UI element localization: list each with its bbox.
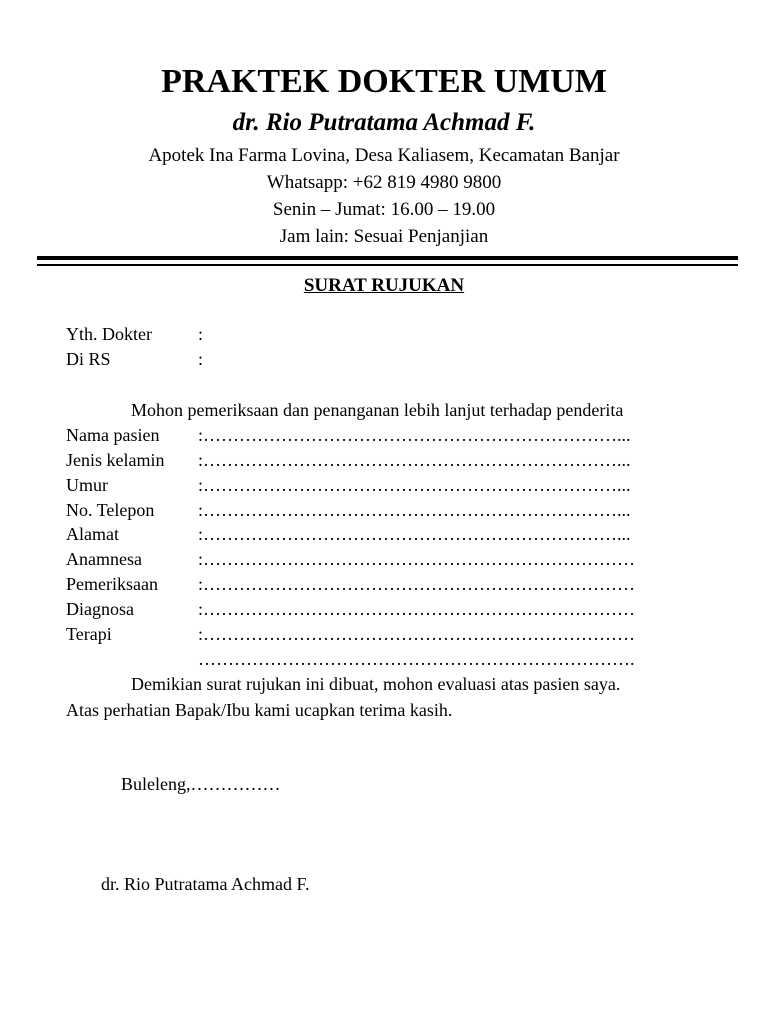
closing-paragraph-line-1: Demikian surat rujukan ini dibuat, mohon evaluasi atas pasien saya. xyxy=(131,674,621,694)
practice-hours: Senin – Jumat: 16.00 – 19.00 xyxy=(272,199,496,220)
field-value-telepon: :……………………………………………………………... xyxy=(198,500,631,520)
field-label-telepon: No. Telepon xyxy=(66,500,155,520)
signature-name: dr. Rio Putratama Achmad F. xyxy=(101,874,310,894)
field-label-pemeriksaan: Pemeriksaan xyxy=(66,574,158,594)
field-value-nama-pasien: :……………………………………………………………... xyxy=(198,425,631,445)
field-value-diagnosa: :……………………………………………………………… xyxy=(198,599,636,619)
header-divider-thin xyxy=(37,264,738,266)
field-value-anamnesa: :……………………………………………………………… xyxy=(198,549,636,569)
closing-paragraph-line-2: Atas perhatian Bapak/Ibu kami ucapkan terima kasih. xyxy=(66,700,453,720)
field-value-umur: :……………………………………………………………... xyxy=(198,475,631,495)
place-date: Buleleng,…………… xyxy=(121,774,281,794)
recipient-doctor-value: : xyxy=(198,324,204,344)
whatsapp-number: Whatsapp: +62 819 4980 9800 xyxy=(266,172,502,193)
recipient-hospital-value: : xyxy=(198,349,204,369)
other-hours: Jam lain: Sesuai Penjanjian xyxy=(279,226,489,247)
recipient-doctor-label: Yth. Dokter xyxy=(66,324,152,344)
doctor-name: dr. Rio Putratama Achmad F. xyxy=(232,109,536,136)
field-value-pemeriksaan: :……………………………………………………………… xyxy=(198,574,636,594)
field-label-anamnesa: Anamnesa xyxy=(66,549,142,569)
field-label-terapi: Terapi xyxy=(66,624,112,644)
document-title: SURAT RUJUKAN xyxy=(303,275,465,296)
field-label-diagnosa: Diagnosa xyxy=(66,599,134,619)
field-label-jenis-kelamin: Jenis kelamin xyxy=(66,450,165,470)
field-value-alamat: :……………………………………………………………... xyxy=(198,524,631,544)
field-value-jenis-kelamin: :……………………………………………………………... xyxy=(198,450,631,470)
recipient-hospital-label: Di RS xyxy=(66,349,111,369)
header-divider-thick xyxy=(37,256,738,260)
field-value-terapi-continuation: ………………………………………………………………. xyxy=(198,649,635,669)
field-label-alamat: Alamat xyxy=(66,524,119,544)
clinic-title: PRAKTEK DOKTER UMUM xyxy=(161,63,607,100)
field-label-umur: Umur xyxy=(66,475,108,495)
field-value-terapi: :……………………………………………………………… xyxy=(198,624,636,644)
field-label-nama-pasien: Nama pasien xyxy=(66,425,160,445)
intro-paragraph: Mohon pemeriksaan dan penanganan lebih lanjut terhadap penderita xyxy=(131,400,624,420)
clinic-address: Apotek Ina Farma Lovina, Desa Kaliasem, Kecamatan Banjar xyxy=(148,145,620,166)
